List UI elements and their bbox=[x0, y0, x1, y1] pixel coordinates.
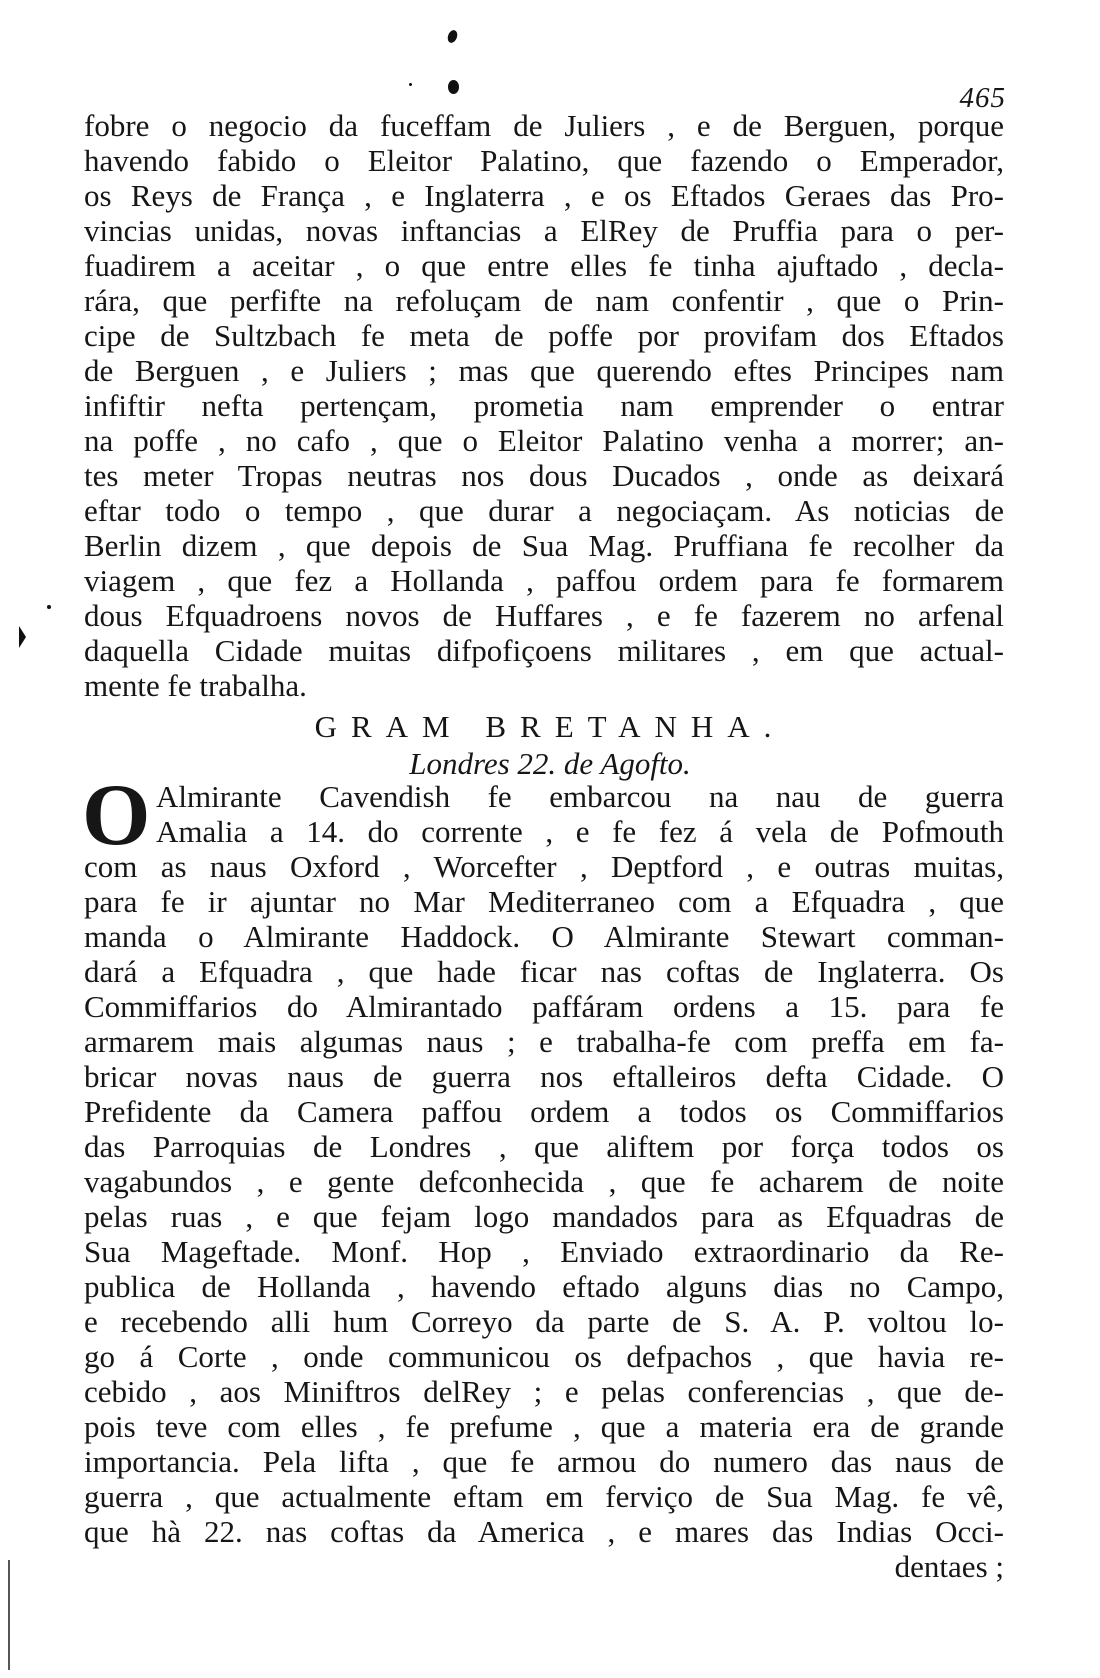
text-line: Commiffarios do Almirantado paffáram ordens a 15. para fe bbox=[84, 989, 1004, 1024]
text-line: e recebendo alli hum Correyo da parte de S. A. P. voltou lo- bbox=[84, 1304, 1004, 1339]
margin-mark bbox=[19, 626, 26, 648]
text-line: mente fe trabalha. bbox=[84, 668, 307, 703]
text-line: pois teve com elles , fe prefume , que a materia era de grande bbox=[84, 1409, 1004, 1444]
text-line: armarem mais algumas naus ; e trabalha-fe com preffa em fa- bbox=[84, 1024, 1004, 1059]
text-line: das Parroquias de Londres , que aliftem por força todos os bbox=[84, 1129, 1004, 1164]
text-line: na poffe , no cafo , que o Eleitor Palatino venha a morrer; an- bbox=[84, 423, 1004, 458]
text-line: que hà 22. nas coftas da America , e mares das Indias Occi- bbox=[84, 1514, 1004, 1549]
text-line: de Berguen , e Juliers ; mas que querendo eftes Principes nam bbox=[84, 353, 1004, 388]
text-line: vagabundos , e gente defconhecida , que fe acharem de noite bbox=[84, 1164, 1004, 1199]
text-line: bricar novas naus de guerra nos eftalleiros defta Cidade. O bbox=[84, 1059, 1004, 1094]
text-line: daquella Cidade muitas difpofiçoens militares , em que actual- bbox=[84, 633, 1004, 668]
text-line: go á Corte , onde communicou os defpachos , que havia re- bbox=[84, 1339, 1004, 1374]
text-line: Almirante Cavendish fe embarcou na nau de guerra bbox=[156, 779, 1004, 814]
text-line: para fe ir ajuntar no Mar Mediterraneo com a Efquadra , que bbox=[84, 884, 1004, 919]
text-line: com as naus Oxford , Worcefter , Deptford , e outras muitas, bbox=[84, 849, 1004, 884]
text-line: vincias unidas, novas inftancias a ElRey de Pruffia para o per- bbox=[84, 213, 1004, 248]
ink-speck bbox=[448, 80, 459, 94]
page-number: 465 bbox=[959, 82, 1006, 114]
text-line: publica de Hollanda , havendo eftado alguns dias no Campo, bbox=[84, 1269, 1004, 1304]
text-line: Amalia a 14. do corrente , e fe fez á vela de Pofmouth bbox=[156, 814, 1004, 849]
text-line: Berlin dizem , que depois de Sua Mag. Pruffiana fe recolher da bbox=[84, 528, 1004, 563]
drop-cap: O bbox=[82, 767, 151, 864]
text-line: guerra , que actualmente eftam em ferviço de Sua Mag. fe vê, bbox=[84, 1479, 1004, 1514]
text-block-prussia bbox=[84, 108, 1004, 703]
text-line: Prefidente da Camera paffou ordem a todos os Commiffarios bbox=[84, 1094, 1004, 1129]
text-line: fobre o negocio da fuceffam de Juliers , e de Berguen, porque bbox=[84, 108, 1004, 143]
text-line: dous Efquadroens novos de Huffares , e fe fazerem no arfenal bbox=[84, 598, 1004, 633]
text-line: cipe de Sultzbach fe meta de poffe por provifam dos Eftados bbox=[84, 318, 1004, 353]
text-line: havendo fabido o Eleitor Palatino, que fazendo o Emperador, bbox=[84, 143, 1004, 178]
ink-speck bbox=[409, 83, 412, 86]
text-line: importancia. Pela lifta , que fe armou do numero das naus de bbox=[84, 1444, 1004, 1479]
text-line: Sua Mageftade. Monf. Hop , Enviado extraordinario da Re- bbox=[84, 1234, 1004, 1269]
catchword: dentaes ; bbox=[894, 1549, 1004, 1584]
dateline: Londres 22. de Agofto. bbox=[409, 746, 691, 781]
text-line: tes meter Tropas neutras nos dous Ducados , onde as deixará bbox=[84, 458, 1004, 493]
text-line: dará a Efquadra , que hade ficar nas coftas de Inglaterra. Os bbox=[84, 954, 1004, 989]
text-line: pelas ruas , e que fejam logo mandados para as Efquadras de bbox=[84, 1199, 1004, 1234]
text-block-great-britain bbox=[82, 767, 1004, 1584]
text-line: os Reys de França , e Inglaterra , e os Eftados Geraes das Pro- bbox=[84, 178, 1004, 213]
section-heading: GRAM BRETANHA. bbox=[314, 709, 786, 744]
text-line: cebido , aos Miniftros delRey ; e pelas conferencias , que de- bbox=[84, 1374, 1004, 1409]
text-line: eftar todo o tempo , que durar a negociaçam. As noticias de bbox=[84, 493, 1004, 528]
text-line: manda o Almirante Haddock. O Almirante Stewart comman- bbox=[84, 919, 1004, 954]
text-line: viagem , que fez a Hollanda , paffou ordem para fe formarem bbox=[84, 563, 1004, 598]
ink-speck bbox=[446, 29, 459, 44]
margin-mark bbox=[47, 605, 51, 609]
text-line: infiftir nefta pertençam, prometia nam emprender o entrar bbox=[84, 388, 1004, 423]
text-line: rára, que perfifte na refoluçam de nam confentir , que o Prin- bbox=[84, 283, 1004, 318]
text-line: fuadirem a aceitar , o que entre elles fe tinha ajuftado , decla- bbox=[84, 248, 1004, 283]
margin-mark bbox=[8, 1560, 10, 1670]
